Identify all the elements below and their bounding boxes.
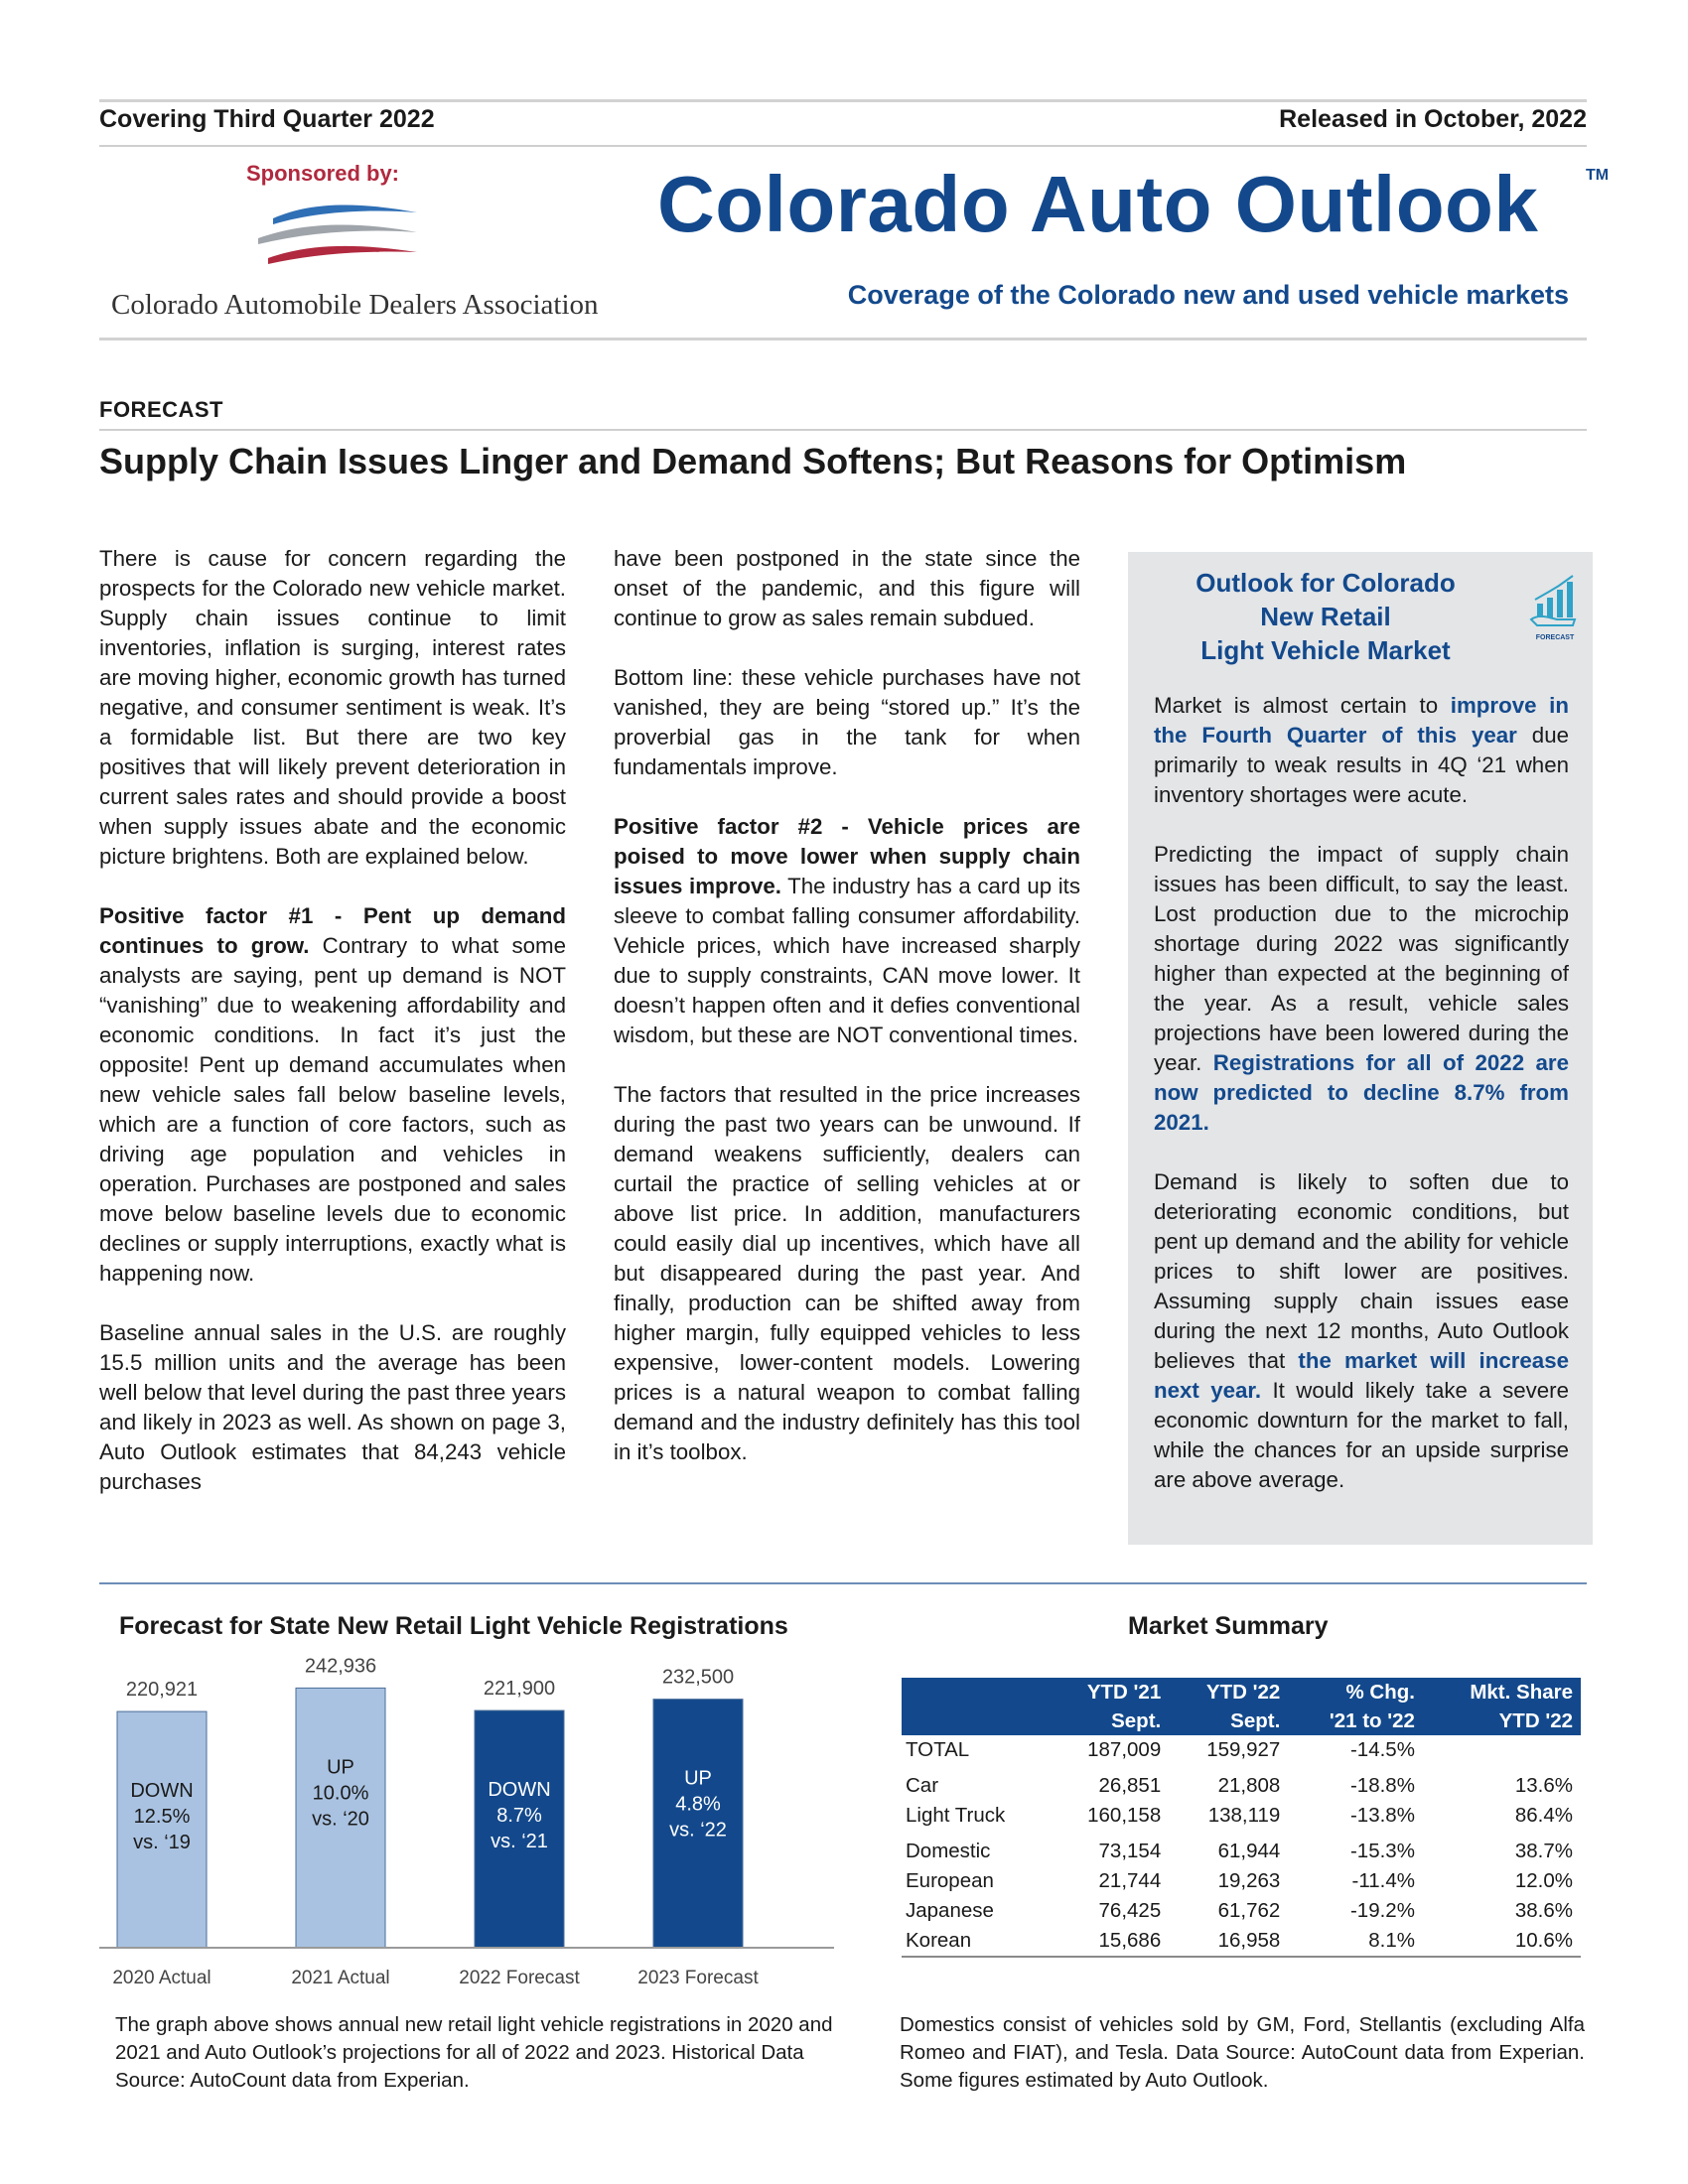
column-header: YTD '22 <box>1423 1706 1581 1735</box>
registrations-bar-chart <box>99 1648 844 1995</box>
column-header: YTD '21 <box>1050 1678 1169 1706</box>
logo-swoosh-blue <box>273 205 417 224</box>
logo-swoosh-red <box>268 246 417 264</box>
sidebar-text: due primarily to weak results in 4Q ‘21 when inventory shortages were acute. <box>1154 723 1570 807</box>
logo-swoosh-gray <box>258 224 417 244</box>
table-row <box>902 1926 1581 1957</box>
category-label: 2022 Forecast <box>459 1968 580 1988</box>
column-header: % Chg. <box>1288 1678 1423 1706</box>
article-paragraph: The factors that resulted in the price increases during the past two years can be unwound. If demand weakens sufficiently, dealers can curtail the practice of selling vehicles at or above list price. In addition, manufacturers could easily dial up incentives, which have all but disappeared during the past year. And finally, production can be shifted away from higher margin, fully equipped vehicles to less expensive, lower-content models. Lowering prices is a natural weapon to combat falling demand and the industry definitely has this tool in it’s toolbox. <box>614 1082 1080 1464</box>
row-label-cell: Domestic <box>906 1840 991 1862</box>
row-label-cell: European <box>906 1869 994 1892</box>
column-header: Mkt. Share <box>1423 1678 1581 1706</box>
forecast-chart-icon <box>1529 574 1581 643</box>
sidebar-body <box>1154 691 1569 1525</box>
chart-caption: The graph above shows annual new retail light vehicle registrations in 2020 and 2021 and Auto Outlook’s projections for all of 2022 and 2023. Historical Data Source: AutoCount data from Experian. <box>115 2013 833 2092</box>
value-cell: 159,927 <box>1206 1738 1281 1761</box>
section-rule <box>99 429 1587 431</box>
bar-1 <box>117 1711 207 1948</box>
table-row <box>902 1735 1581 1765</box>
bar-annotation: vs. ‘21 <box>491 1831 548 1853</box>
release-date: Released in October, 2022 <box>1279 105 1587 133</box>
table-row <box>902 1831 1581 1866</box>
value-cell: -14.5% <box>1349 1738 1415 1761</box>
bar-annotation: 8.7% <box>496 1805 542 1828</box>
value-cell: -13.8% <box>1349 1804 1415 1827</box>
value-cell: -11.4% <box>1351 1869 1415 1892</box>
article-paragraph <box>99 901 566 1289</box>
row-label-cell: Car <box>906 1774 939 1797</box>
bar-value-label: 221,900 <box>483 1678 556 1701</box>
sidebar-highlight: Registrations for all of 2022 are now predicted to decline 8.7% from 2021. <box>1154 1050 1569 1135</box>
value-cell: 21,808 <box>1217 1774 1281 1797</box>
factor-2-heading: Positive factor #2 - Vehicle prices are poised to move lower when supply chain issues improve. <box>614 814 1080 898</box>
sidebar-text: Market is almost certain to <box>1154 693 1451 718</box>
sidebar-paragraph <box>1154 840 1569 1138</box>
bar-annotation: vs. ‘22 <box>669 1819 727 1842</box>
column-header: Sept. <box>1050 1706 1169 1735</box>
column-header: '21 to '22 <box>1288 1706 1423 1735</box>
row-label-cell: Korean <box>902 1926 1050 1957</box>
article-paragraph <box>614 812 1080 1050</box>
market-summary-table <box>902 1678 1581 1958</box>
value-cell: 19,263 <box>1217 1869 1281 1892</box>
article-column-1 <box>99 544 566 1527</box>
column-header: Sept. <box>1169 1706 1288 1735</box>
article-column-2 <box>614 544 1080 1497</box>
bar-annotation: UP <box>684 1767 712 1790</box>
factor-1-text: Contrary to what some analysts are saying, pent up demand is NOT “vanishing” due to weakening affordability and economic conditions. In fact it’s just the opposite! Pent up demand accumulates when new vehicle sales fall below baseline levels, which are a function of core factors, such as driving age population and vehicles in operation. Purchases are postponed and sales move below baseline levels due to economic declines or supply interruptions, exactly what is happening now. <box>99 933 566 1286</box>
value-cell: 8.1% <box>1288 1926 1423 1957</box>
factor-2-text: The industry has a card up its sleeve to combat falling consumer affordability. Vehicle prices, which have increased sharply due to supply constraints, CAN move lower. It doesn’t happen often and it defies conventional wisdom, but these are NOT conventional times. <box>614 874 1081 1047</box>
value-cell: 12.0% <box>1514 1869 1573 1892</box>
bar-annotation: UP <box>327 1756 354 1779</box>
coverage-period: Covering Third Quarter 2022 <box>99 105 435 133</box>
value-cell: 10.6% <box>1423 1926 1581 1957</box>
value-cell: 187,009 <box>1087 1738 1162 1761</box>
column-header: YTD '22 <box>1169 1678 1288 1706</box>
value-cell: 38.6% <box>1514 1899 1573 1922</box>
value-cell: 76,425 <box>1098 1899 1162 1922</box>
sidebar-title-line: Light Vehicle Market <box>1200 635 1451 665</box>
section-label: FORECAST <box>99 397 223 422</box>
sponsored-label: Sponsored by: <box>246 161 400 186</box>
value-cell: 86.4% <box>1514 1804 1573 1827</box>
trademark-mark: TM <box>1586 167 1610 184</box>
value-cell <box>1423 1735 1581 1765</box>
publication-title: Colorado Auto Outlook <box>657 160 1539 248</box>
article-paragraph: There is cause for concern regarding the prospects for the Colorado new vehicle market. Supply chain issues continue to limit inventories, inflation is surging, interest rates are moving higher, economic growth has turned negative, and consumer sentiment is weak. It’s a formidable list. But there are two key positives that will likely prevent deterioration in current sales rates and should provide a boost when supply issues abate and the economic picture brightens. Both are explained below. <box>99 546 566 869</box>
row-label-cell: TOTAL <box>906 1738 970 1761</box>
publication-subtitle: Coverage of the Colorado new and used vehicle markets <box>847 280 1569 310</box>
bar-annotation: DOWN <box>488 1779 551 1802</box>
market-summary-title: Market Summary <box>1128 1612 1329 1640</box>
bar-value-label: 232,500 <box>661 1666 735 1689</box>
bar-value-label: 242,936 <box>304 1655 377 1678</box>
bar-annotation: 10.0% <box>312 1782 369 1805</box>
top-rule <box>99 99 1587 102</box>
bar-annotation: DOWN <box>130 1780 194 1803</box>
bar-annotation: vs. ‘20 <box>312 1808 369 1831</box>
sidebar-paragraph <box>1154 1167 1569 1495</box>
bar-3 <box>475 1710 564 1948</box>
dealers-association-logo <box>253 199 422 268</box>
article-paragraph: have been postponed in the state since the onset of the pandemic, and this figure will continue to grow as sales remain subdued. <box>614 546 1080 630</box>
bar-annotation: 4.8% <box>675 1793 721 1816</box>
category-label: 2021 Actual <box>291 1968 390 1988</box>
masthead-rule <box>99 338 1587 341</box>
value-cell: 15,686 <box>1050 1926 1169 1957</box>
value-cell: 26,851 <box>1098 1774 1162 1797</box>
chart-title: Forecast for State New Retail Light Vehicle Registrations <box>119 1612 788 1640</box>
value-cell: 160,158 <box>1087 1804 1162 1827</box>
article-paragraph: Bottom line: these vehicle purchases have not vanished, they are being “stored up.” It’s the proverbial gas in the tank for when fundamentals improve. <box>614 665 1080 779</box>
value-cell: -18.8% <box>1349 1774 1415 1797</box>
value-cell: 13.6% <box>1514 1774 1573 1797</box>
article-paragraph: Baseline annual sales in the U.S. are roughly 15.5 million units and the average has been well below that level during the past three years and likely in 2023 as well. As shown on page 3, Auto Outlook estimates that 84,243 vehicle purchases <box>99 1320 566 1494</box>
sidebar-highlight: the market will increase next year. <box>1154 1348 1569 1403</box>
market-summary-caption: Domestics consist of vehicles sold by GM, Ford, Stellantis (excluding Alfa Romeo and FIAT), and Tesla. Data Source: AutoCount data from Experian. Some figures estimated by Auto Outlook. <box>900 2013 1585 2092</box>
category-label: 2023 Forecast <box>637 1968 759 1988</box>
association-name: Colorado Automobile Dealers Association <box>111 289 599 321</box>
category-label: 2020 Actual <box>112 1968 211 1988</box>
column-header <box>902 1678 1050 1706</box>
value-cell: 73,154 <box>1098 1840 1162 1862</box>
value-cell: 61,944 <box>1217 1840 1281 1862</box>
value-cell: 61,762 <box>1217 1899 1281 1922</box>
bar-annotation: vs. ‘19 <box>133 1832 191 1854</box>
bar-annotation: 12.5% <box>133 1806 191 1829</box>
bar-value-label: 220,921 <box>125 1679 199 1702</box>
row-label-cell: Light Truck <box>906 1804 1006 1827</box>
icon-bar <box>1557 590 1563 617</box>
article-headline: Supply Chain Issues Linger and Demand Softens; But Reasons for Optimism <box>99 441 1407 481</box>
sidebar-title-line: New Retail <box>1260 602 1391 631</box>
row-label-cell: Japanese <box>906 1899 994 1922</box>
sidebar-title <box>1128 566 1593 667</box>
header-rule <box>99 145 1587 147</box>
table-row <box>902 1896 1581 1926</box>
table-row <box>902 1801 1581 1831</box>
value-cell: 38.7% <box>1514 1840 1573 1862</box>
outlook-sidebar <box>1128 552 1593 1545</box>
factor-1-heading: Positive factor #1 - Pent up demand continues to grow. <box>99 903 566 958</box>
sidebar-text: Demand is likely to soften due to deteriorating economic conditions, but pent up demand and the ability for vehicle prices to shift lower are positives. Assuming supply chain issues ease during the next 12 months, Auto Outlook believes that <box>1154 1169 1569 1373</box>
sidebar-paragraph <box>1154 691 1569 810</box>
table-header-row-2 <box>902 1706 1581 1735</box>
icon-label: FORECAST <box>1535 634 1575 641</box>
value-cell: 16,958 <box>1169 1926 1288 1957</box>
column-header <box>902 1706 1050 1735</box>
sidebar-highlight: improve in the Fourth Quarter of this year <box>1154 693 1569 748</box>
value-cell: 138,119 <box>1207 1804 1281 1827</box>
sidebar-title-line: Outlook for Colorado <box>1196 568 1456 598</box>
icon-hand <box>1531 616 1575 625</box>
icon-bar <box>1547 598 1553 617</box>
value-cell: -19.2% <box>1349 1899 1415 1922</box>
table-row <box>902 1866 1581 1896</box>
value-cell: 21,744 <box>1098 1869 1162 1892</box>
table-header-row-1 <box>902 1678 1581 1706</box>
sidebar-text: It would likely take a severe economic downturn for the market to fall, while the chances for an upside surprise are above average. <box>1154 1378 1570 1492</box>
table-row <box>902 1765 1581 1801</box>
bottom-section-rule <box>99 1582 1587 1584</box>
icon-bar <box>1567 582 1573 617</box>
value-cell: -15.3% <box>1349 1840 1415 1862</box>
sidebar-text: Predicting the impact of supply chain issues has been difficult, to say the least. Lost production due to the microchip shortage during 2022 was significantly higher than expected at the beginning of the year. As a result, vehicle sales projections have been lowered during the year. <box>1154 842 1569 1075</box>
